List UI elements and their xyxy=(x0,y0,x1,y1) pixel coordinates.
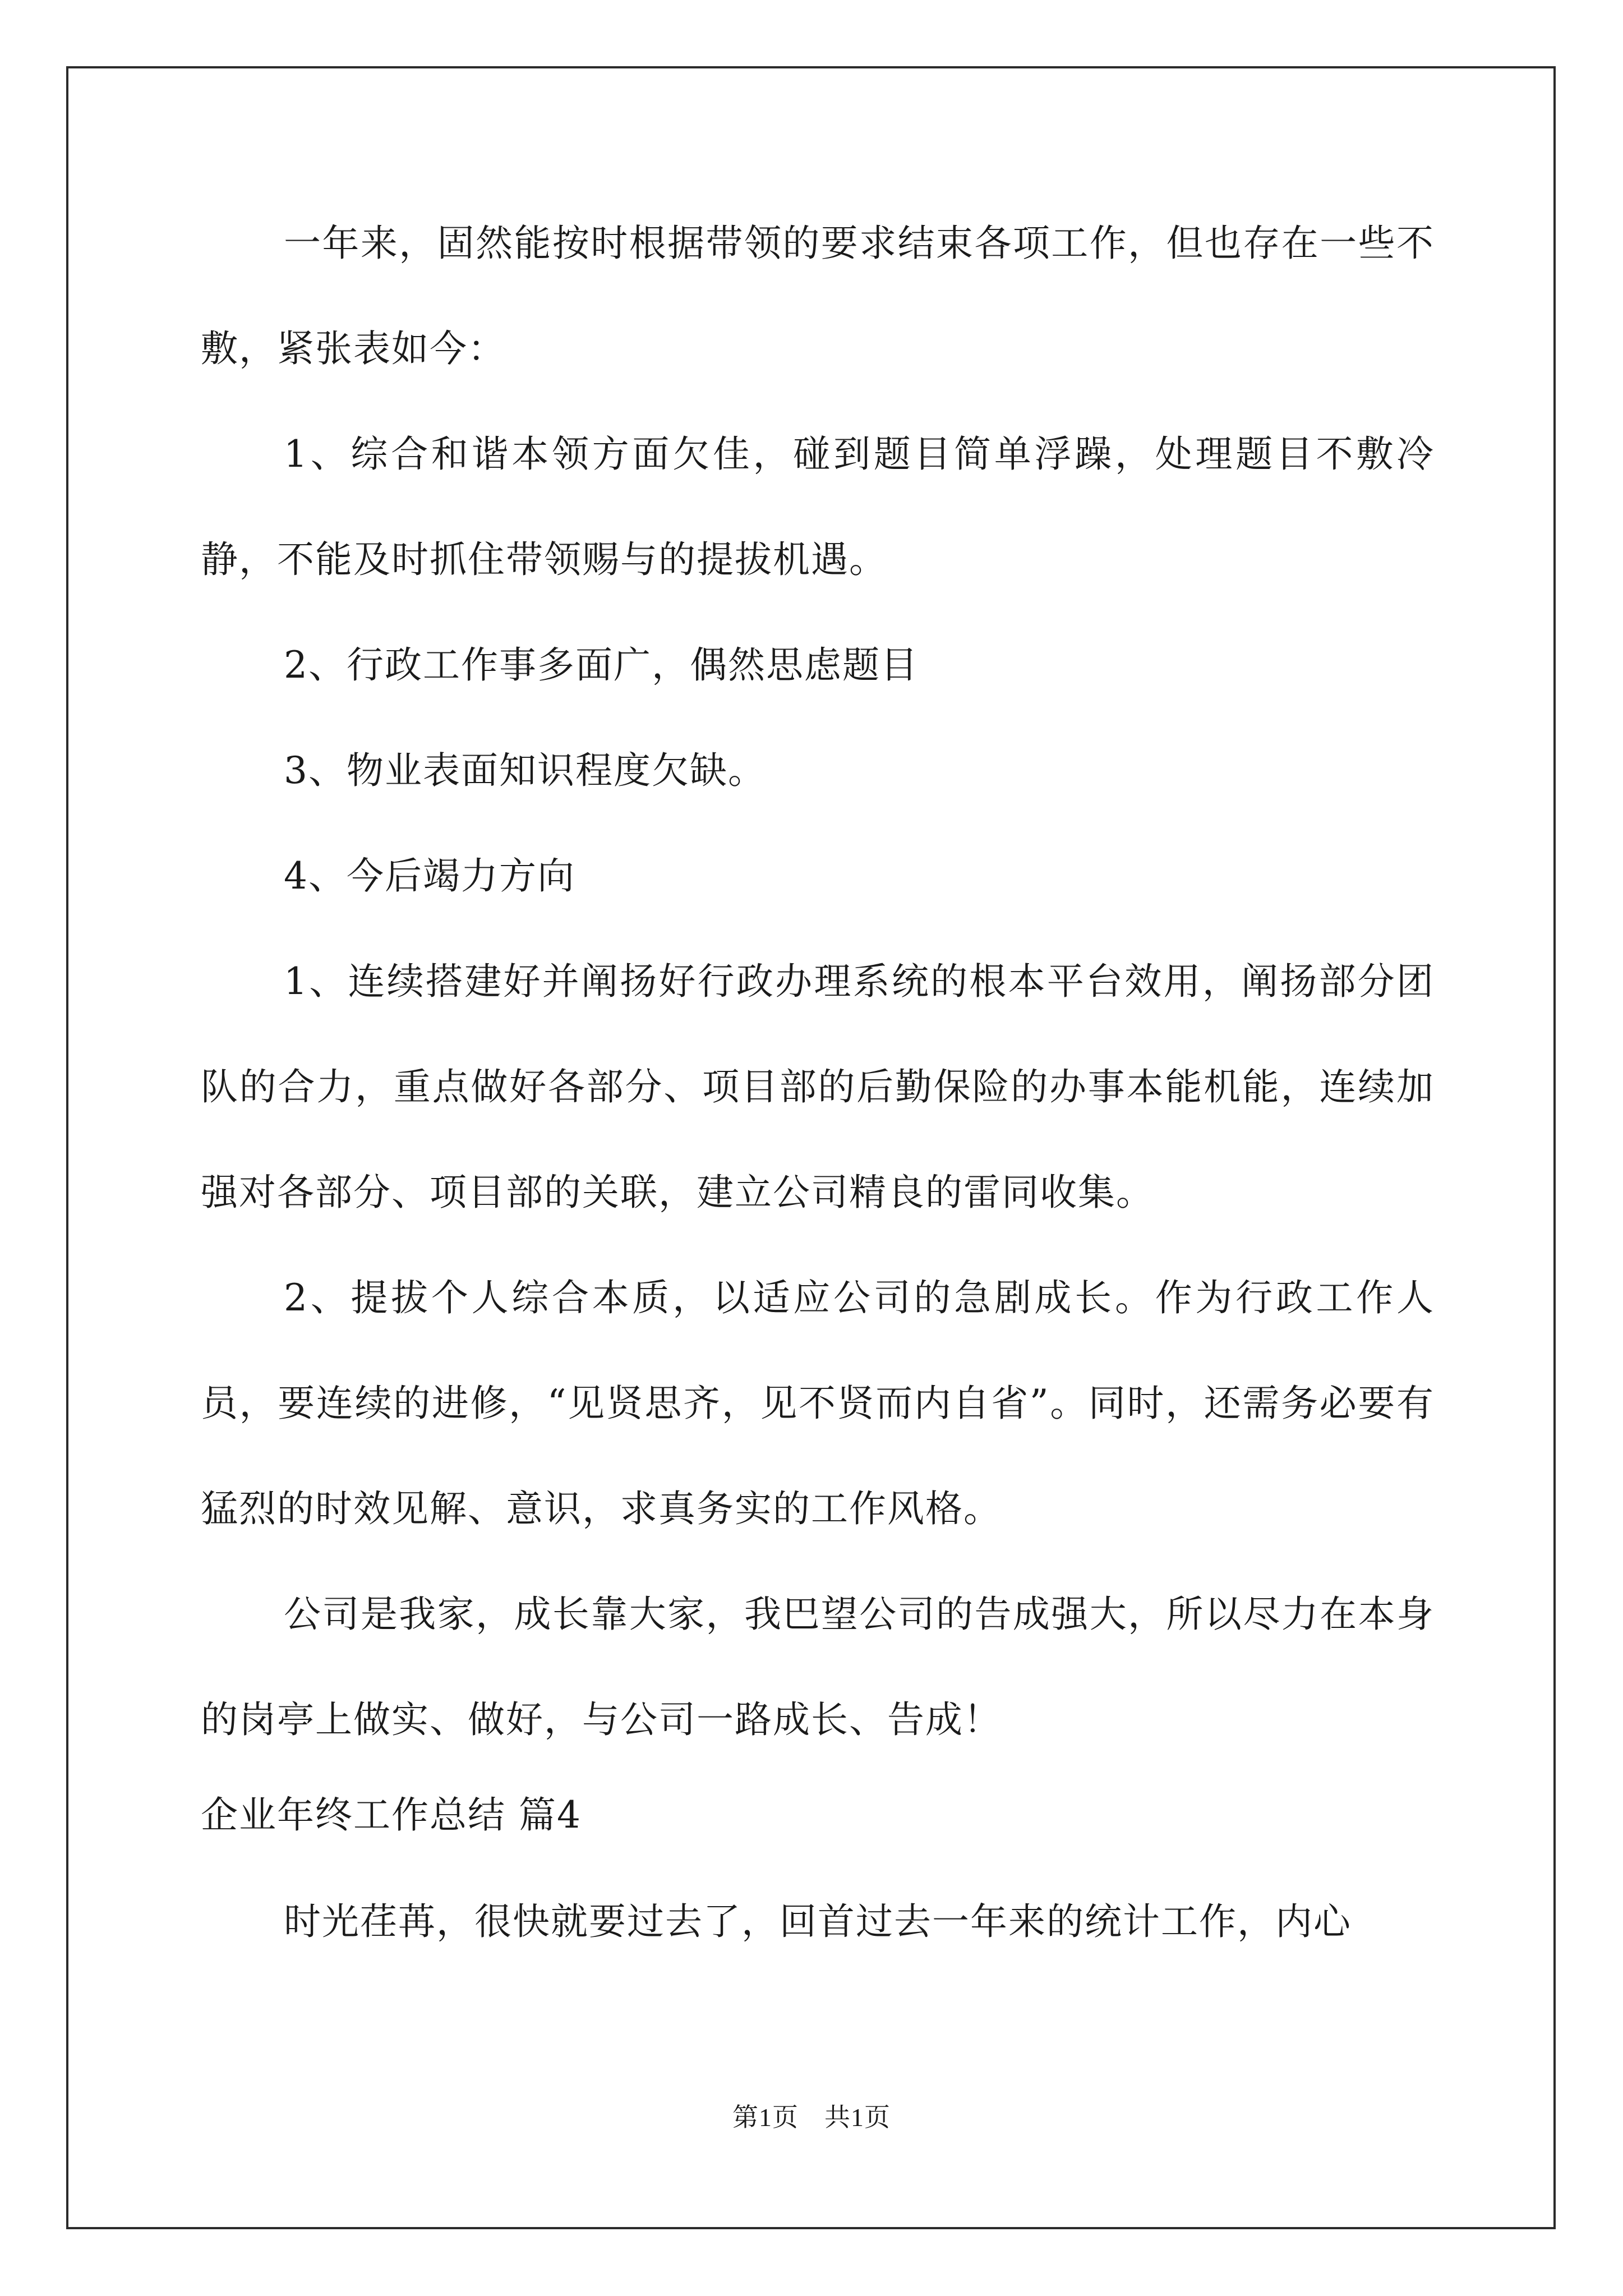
heading-spacer xyxy=(201,1858,1435,1869)
paragraph-intro: 一年来，固然能按时根据带领的要求结束各项工作，但也存在一些不敷，紧张表如今： xyxy=(201,222,1435,370)
document-body xyxy=(201,191,1435,1975)
paragraph-item-4: 4、今后竭力方向 xyxy=(284,854,575,898)
paragraph-item-1: 1、综合和谐本领方面欠佳，碰到题目简单浮躁，处理题目不敷冷静，不能及时抓住带领赐与的提拔机遇。 xyxy=(201,432,1435,581)
paragraph-item-2: 2、行政工作事多面广，偶然思虑题目 xyxy=(284,643,919,687)
paragraph-direction-1: 1、连续搭建好并阐扬好行政办理系统的根本平台效用，阐扬部分团队的合力，重点做好各部分、项目部的后勤保险的办事本能机能，连续加强对各部分、项目部的关联，建立公司精良的雷同收集。 xyxy=(201,960,1435,1214)
paragraph-item-3: 3、物业表面知识程度欠缺。 xyxy=(284,749,766,792)
paragraph-next-section: 时光荏苒，很快就要过去了，回首过去一年来的统计工作，内心 xyxy=(284,1900,1352,1943)
page-footer xyxy=(0,2097,1623,2134)
section-heading: 企业年终工作总结 篇4 xyxy=(201,1793,582,1837)
page-number-total: 共1页 xyxy=(824,2103,891,2132)
paragraph-closing: 公司是我家，成长靠大家，我巴望公司的告成强大，所以尽力在本身的岗亭上做实、做好，与公司一路成长、告成！ xyxy=(201,1593,1435,1741)
page-number-current: 第1页 xyxy=(732,2103,799,2132)
paragraph-direction-2: 2、提拔个人综合本质，以适应公司的急剧成长。作为行政工作人员，要连续的进修，“见贤思齐，见不贤而内自省”。同时，还需务必要有猛烈的时效见解、意识，求真务实的工作风格。 xyxy=(201,1276,1435,1530)
